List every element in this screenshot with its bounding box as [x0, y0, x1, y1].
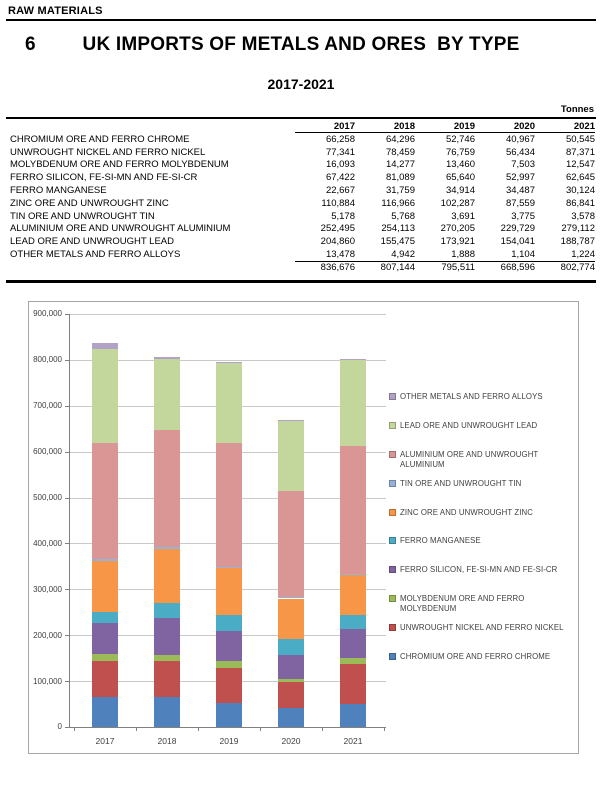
year-column-header: 2021	[573, 121, 595, 132]
y-axis-tick	[65, 452, 69, 453]
stacked-bar-chart	[28, 301, 579, 754]
y-axis-label: 500,000	[33, 493, 62, 503]
cell-value: 1,888	[451, 249, 475, 261]
bar-segment	[92, 697, 118, 727]
bar-segment	[340, 664, 366, 704]
legend-color-swatch	[389, 566, 396, 573]
cell-value: 78,459	[385, 146, 415, 158]
x-axis-tick	[384, 727, 385, 731]
bar-segment	[92, 661, 118, 696]
table-row	[10, 133, 595, 146]
x-axis-label: 2019	[219, 735, 239, 746]
bar-segment	[92, 654, 118, 661]
cell-value: 52,997	[505, 172, 535, 184]
bar-segment	[216, 362, 242, 363]
bar-segment	[278, 420, 304, 421]
bar-segment	[216, 615, 242, 631]
legend-label: LEAD ORE AND UNWROUGHT LEAD	[400, 420, 538, 430]
year-column-header: 2018	[393, 121, 415, 132]
bar-segment	[154, 661, 180, 697]
bar-segment	[154, 697, 180, 727]
legend-color-swatch	[389, 653, 396, 660]
table-row	[10, 235, 595, 248]
legend-label: ALUMINIUM ORE AND UNWROUGHT ALUMINIUM	[400, 449, 539, 469]
row-label: ALUMINIUM ORE AND UNWROUGHT ALUMINIUM	[10, 223, 231, 235]
legend-color-swatch	[389, 393, 396, 400]
row-label: UNWROUGHT NICKEL AND FERRO NICKEL	[10, 146, 206, 158]
cell-value: 5,178	[331, 210, 355, 222]
cell-value: 13,478	[325, 249, 355, 261]
y-axis-tick	[65, 635, 69, 636]
cell-value: 252,495	[320, 223, 355, 235]
legend-label: CHROMIUM ORE AND FERRO CHROME	[400, 652, 551, 662]
y-axis-tick	[65, 360, 69, 361]
bar-segment	[216, 568, 242, 615]
cell-value: 77,341	[325, 146, 355, 158]
bar-segment	[216, 631, 242, 661]
cell-value: 81,089	[385, 172, 415, 184]
cell-value: 34,487	[505, 185, 535, 197]
legend-label: FERRO MANGANESE	[400, 536, 481, 546]
cell-value: 3,775	[511, 210, 535, 222]
section-label: RAW MATERIALS	[8, 5, 103, 17]
cell-value: 31,759	[385, 185, 415, 197]
cell-value: 1,224	[571, 249, 595, 261]
cell-value: 270,205	[440, 223, 475, 235]
legend-item	[389, 479, 521, 489]
bar-segment	[340, 359, 366, 360]
bar-segment	[216, 703, 242, 727]
legend-item	[389, 565, 557, 575]
legend-label: MOLYBDENUM ORE AND FERRO MOLYBDENUM	[400, 594, 525, 614]
bar-segment	[92, 443, 118, 559]
legend-color-swatch	[389, 595, 396, 602]
bar-segment	[340, 359, 366, 446]
total-value: 795,511	[441, 262, 475, 274]
cell-value: 102,287	[440, 197, 475, 209]
x-axis-tick	[260, 727, 261, 731]
title-row	[0, 34, 602, 60]
cell-value: 204,860	[320, 236, 355, 248]
row-label: FERRO SILICON, FE-SI-MN AND FE-SI-CR	[10, 172, 198, 184]
table-bottom-rule	[6, 280, 596, 283]
bar-segment	[92, 623, 118, 654]
bar-segment	[340, 658, 366, 664]
legend-item	[389, 421, 537, 431]
row-values	[295, 236, 595, 247]
cell-value: 40,967	[505, 133, 535, 145]
cell-value: 62,645	[565, 172, 595, 184]
x-axis-tick	[322, 727, 323, 731]
table-number: 6	[25, 34, 36, 55]
y-axis-tick	[65, 406, 69, 407]
legend-color-swatch	[389, 451, 396, 458]
cell-value: 1,104	[511, 249, 535, 261]
bar-segment	[278, 599, 304, 639]
x-axis-tick	[198, 727, 199, 731]
table-row	[10, 223, 595, 236]
legend-label: OTHER METALS AND FERRO ALLOYS	[400, 391, 543, 401]
year-column-header: 2020	[513, 121, 535, 132]
row-label: TIN ORE AND UNWROUGHT TIN	[10, 210, 155, 222]
total-value: 807,144	[380, 262, 415, 274]
y-axis-label: 700,000	[33, 401, 62, 411]
y-axis-tick	[65, 498, 69, 499]
cell-value: 155,475	[380, 236, 415, 248]
cell-value: 110,884	[321, 197, 355, 209]
table-row	[10, 248, 595, 261]
bar-segment	[92, 559, 118, 561]
cell-value: 279,112	[561, 223, 595, 235]
bar-segment	[216, 443, 242, 567]
legend-item	[389, 450, 571, 470]
year-column-header: 2017	[333, 121, 355, 132]
bar-segment	[340, 629, 366, 658]
legend-label: TIN ORE AND UNWROUGHT TIN	[400, 478, 522, 488]
table-row	[10, 210, 595, 223]
y-axis-tick	[65, 543, 69, 544]
x-axis-label: 2017	[95, 735, 115, 746]
cell-value: 3,578	[571, 210, 595, 222]
cell-value: 4,942	[391, 249, 415, 261]
table-row	[10, 146, 595, 159]
table-header-row	[10, 119, 595, 133]
cell-value: 64,296	[385, 133, 415, 145]
bar-segment	[154, 430, 180, 547]
cell-value: 116,966	[381, 197, 415, 209]
row-values	[295, 147, 595, 158]
row-label: OTHER METALS AND FERRO ALLOYS	[10, 249, 181, 261]
y-axis-tick	[65, 727, 69, 728]
total-values	[295, 261, 595, 273]
units-label: Tonnes	[560, 104, 594, 115]
table-total-row	[10, 261, 595, 274]
cell-value: 173,921	[440, 236, 475, 248]
bar-segment	[278, 708, 304, 727]
subtitle: 2017-2021	[267, 76, 335, 92]
bar-segment	[154, 357, 180, 359]
row-values	[295, 198, 595, 209]
bar-segment	[278, 421, 304, 492]
total-value: 836,676	[320, 262, 355, 274]
cell-value: 87,559	[505, 197, 535, 209]
cell-value: 16,093	[325, 159, 355, 171]
y-axis-tick	[65, 681, 69, 682]
legend-item	[389, 536, 481, 546]
cell-value: 3,691	[451, 210, 475, 222]
bar-segment	[92, 343, 118, 349]
bar-segment	[278, 639, 304, 655]
header-rule	[6, 19, 596, 21]
cell-value: 254,113	[381, 223, 415, 235]
cell-value: 13,460	[445, 159, 475, 171]
cell-value: 154,041	[500, 236, 535, 248]
y-axis-label: 900,000	[33, 309, 62, 319]
y-axis-label: 100,000	[33, 676, 62, 686]
bar-segment	[154, 549, 180, 603]
legend-color-swatch	[389, 422, 396, 429]
row-values	[295, 159, 595, 170]
legend-item	[389, 623, 564, 633]
legend-label: FERRO SILICON, FE-SI-MN AND FE-SI-CR	[400, 565, 558, 575]
x-axis-label: 2018	[157, 735, 177, 746]
table-row	[10, 197, 595, 210]
y-axis-tick	[65, 314, 69, 315]
bar-segment	[216, 661, 242, 667]
legend-item	[389, 392, 543, 402]
bar-segment	[340, 575, 366, 615]
legend-item	[389, 652, 550, 662]
bar-segment	[154, 547, 180, 550]
total-value: 802,774	[560, 262, 595, 274]
bar-segment	[340, 704, 366, 727]
cell-value: 87,371	[565, 146, 595, 158]
row-values	[295, 211, 595, 222]
cell-value: 34,914	[445, 185, 475, 197]
cell-value: 229,729	[500, 223, 535, 235]
total-value: 668,596	[500, 262, 535, 274]
legend-color-swatch	[389, 509, 396, 516]
gridline	[69, 314, 386, 315]
table-row	[10, 159, 595, 172]
cell-value: 65,640	[445, 172, 475, 184]
chart-plot-area	[29, 302, 578, 753]
cell-value: 12,547	[565, 159, 595, 171]
bar-segment	[92, 612, 118, 622]
cell-value: 50,545	[565, 133, 595, 145]
row-label: LEAD ORE AND UNWROUGHT LEAD	[10, 236, 174, 248]
x-axis-tick	[74, 727, 75, 731]
bar-segment	[92, 561, 118, 612]
cell-value: 30,124	[565, 185, 595, 197]
row-label: FERRO MANGANESE	[10, 185, 107, 197]
cell-value: 52,746	[445, 133, 475, 145]
year-headers	[295, 121, 595, 133]
page-title: UK IMPORTS OF METALS AND ORES BY TYPE	[82, 34, 520, 55]
bar-segment	[278, 682, 304, 708]
document-page	[0, 5, 602, 754]
y-axis-label: 800,000	[33, 355, 62, 365]
bar-segment	[340, 446, 366, 574]
bar-segment	[154, 618, 180, 655]
bar-segment	[216, 567, 242, 569]
table-row	[10, 184, 595, 197]
bar-segment	[92, 349, 118, 443]
row-label: MOLYBDENUM ORE AND FERRO MOLYBDENUM	[10, 159, 229, 171]
cell-value: 66,258	[325, 133, 355, 145]
row-values	[295, 249, 595, 260]
row-label: ZINC ORE AND UNWROUGHT ZINC	[10, 197, 169, 209]
legend-item	[389, 594, 571, 614]
x-axis-label: 2021	[343, 735, 363, 746]
row-label: CHROMIUM ORE AND FERRO CHROME	[10, 133, 190, 145]
legend-color-swatch	[389, 624, 396, 631]
bar-segment	[278, 597, 304, 599]
year-column-header: 2019	[453, 121, 475, 132]
cell-value: 14,277	[385, 159, 415, 171]
legend-label: ZINC ORE AND UNWROUGHT ZINC	[400, 507, 533, 517]
cell-value: 67,422	[325, 172, 355, 184]
y-axis-line	[69, 314, 70, 727]
bar-segment	[340, 574, 366, 576]
bar-segment	[216, 668, 242, 703]
bar-segment	[154, 603, 180, 618]
cell-value: 56,434	[505, 146, 535, 158]
y-axis-label: 300,000	[33, 584, 62, 594]
bar-segment	[154, 359, 180, 430]
bar-segment	[154, 655, 180, 662]
x-axis-tick	[136, 727, 137, 731]
cell-value: 76,759	[445, 146, 475, 158]
metals-table	[10, 119, 595, 274]
y-axis-label: 200,000	[33, 630, 62, 640]
metals-table-body	[10, 133, 595, 261]
x-axis-label: 2020	[281, 735, 301, 746]
y-axis-label: 0	[57, 722, 62, 732]
row-values	[295, 223, 595, 234]
y-axis-label: 400,000	[33, 538, 62, 548]
table-row	[10, 171, 595, 184]
cell-value: 5,768	[391, 210, 415, 222]
y-axis-tick	[65, 589, 69, 590]
legend-color-swatch	[389, 480, 396, 487]
bar-segment	[278, 491, 304, 596]
legend-color-swatch	[389, 537, 396, 544]
cell-value: 188,787	[560, 236, 595, 248]
bar-segment	[216, 363, 242, 443]
cell-value: 7,503	[511, 159, 535, 171]
row-values	[295, 185, 595, 196]
legend-label: UNWROUGHT NICKEL AND FERRO NICKEL	[400, 623, 564, 633]
y-axis-label: 600,000	[33, 447, 62, 457]
cell-value: 22,667	[325, 185, 355, 197]
cell-value: 86,841	[565, 197, 595, 209]
bar-segment	[278, 655, 304, 679]
bar-segment	[278, 679, 304, 682]
bar-segment	[340, 615, 366, 629]
x-axis-line	[69, 727, 386, 728]
legend-item	[389, 508, 533, 518]
row-values	[295, 172, 595, 183]
row-values	[295, 134, 595, 145]
